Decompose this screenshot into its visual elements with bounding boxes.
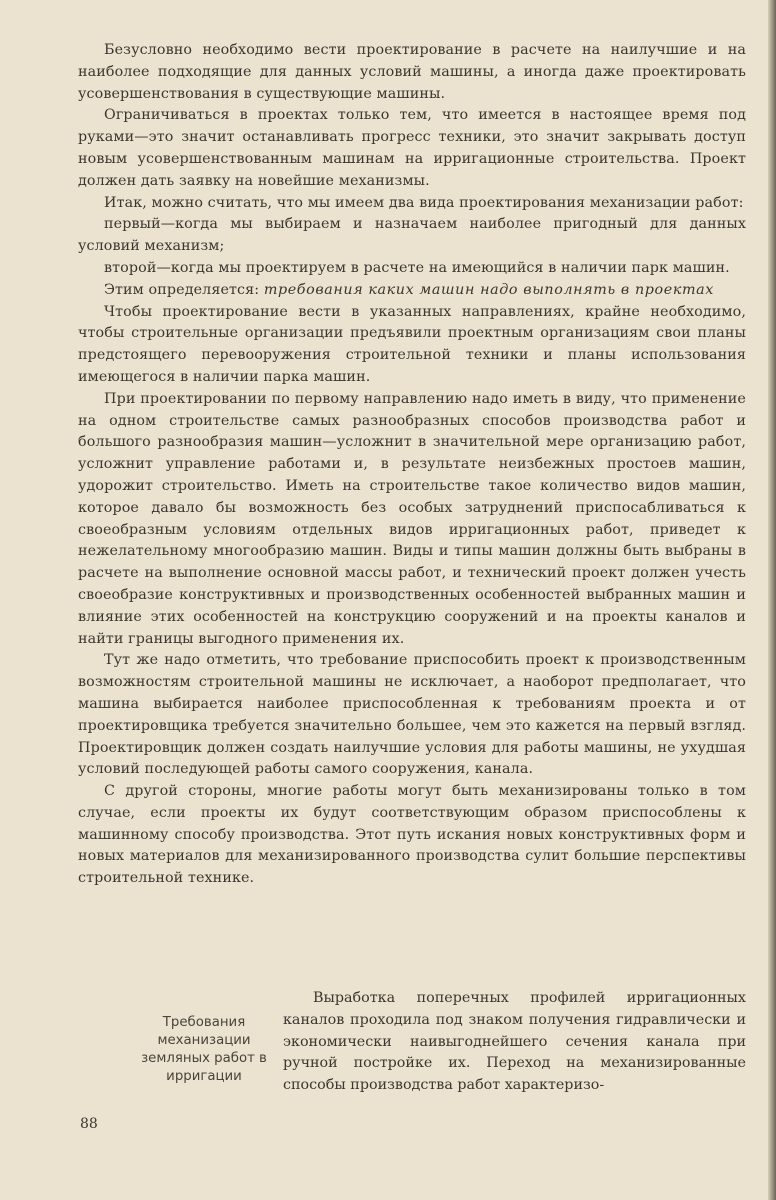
paragraph: Итак, можно считать, что мы имеем два вида проектирования механизации работ: — [104, 194, 744, 211]
side-note-line: Требования — [162, 1015, 246, 1030]
side-note-line: механизации — [157, 1033, 251, 1048]
side-note-line: земляных работ в — [141, 1051, 267, 1066]
paragraph: Безусловно необходимо вести проектирование в расчете на наилучшие и на наиболее подходящие для данных условий машины, а иногда даже проектировать усовершенствования в существующие машины. — [78, 42, 746, 102]
side-note-line: ирригации — [166, 1069, 242, 1084]
emphasis-lead: Этим определяется: — [104, 281, 264, 298]
last-paragraph-block — [283, 988, 746, 1097]
side-note-heading — [120, 1014, 288, 1086]
emphasis-paragraph — [78, 280, 746, 302]
emphasis-italic: требования каких машин надо выполнять в проектах — [263, 281, 714, 298]
paragraph: Ограничиваться в проектах только тем, что имеется в настоящее время под руками—это значит останавливать прогресс техники, это значит закрывать доступ новым усовершенствованным машинам на ирригационные строительства. Проект должен дать заявку на новейшие механизмы. — [78, 107, 746, 189]
paragraph: второй—когда мы проектируем в расчете на имеющийся в наличии парк машин. — [104, 259, 730, 276]
paragraph: Чтобы проектирование вести в указанных направлениях, крайне необходимо, чтобы строительные организации предъявили проектным организациям свои планы предстоящего перевооружения строительной техники и планы использования имеющегося в наличии парка машин. — [78, 303, 746, 385]
paragraph: При проектировании по первому направлению надо иметь в виду, что применение на одном строительстве самых разнообразных способов производства работ и большого разнообразия машин—усложнит в значительной мере организацию работ, усложнит управление работами и, в результате неизбежных простоев машин, удорожит строительство. Иметь на строительстве такое количество видов машин, которое давало бы возможность без особых затруднений приспосабливаться к своеобразным условиям отдельных видов ирригационных работ, приведет к нежелательному многообразию машин. Виды и типы машин должны быть выбраны в расчете на выполнение основной массы работ, и технический проект должен учесть своеобразие конструктивных и производственных особенностей выбранных машин и влияние этих особенностей на конструкцию сооружений и на проекты каналов и найти границы выгодного применения их. — [78, 390, 746, 647]
page-edge-shadow — [768, 0, 776, 1200]
paragraph: С другой стороны, многие работы могут быть механизированы только в том случае, если проекты их будут соответствующим образом приспособлены к машинному способу производства. Этот путь искания новых конструктивных форм и новых материалов для механизированного производства сулит большие перспективы строительной технике. — [78, 783, 746, 887]
paragraph: первый—когда мы выбираем и назначаем наиболее пригодный для данных условий механизм; — [78, 216, 746, 255]
paragraph: Тут же надо отметить, что требование приспособить проект к производственным возможностям строительной машины не исключает, а наоборот предполагает, что машина выбирается наиболее приспособленная к требованиям проекта и от проектировщика требуется значительно большее, чем это кажется на первый взгляд. Проектировщик должен создать наилучшие условия для работы машины, не ухудшая условий последующей работы самого сооружения, канала. — [78, 652, 746, 778]
main-text — [78, 40, 746, 890]
page-number: 88 — [80, 1116, 98, 1132]
paragraph: Выработка поперечных профилей ирригационных каналов проходила под знаком получения гидравлически и экономически наивыгоднейшего сечения канала при ручной постройке их. Переход на механизированные способы производства работ характеризо- — [283, 990, 746, 1094]
